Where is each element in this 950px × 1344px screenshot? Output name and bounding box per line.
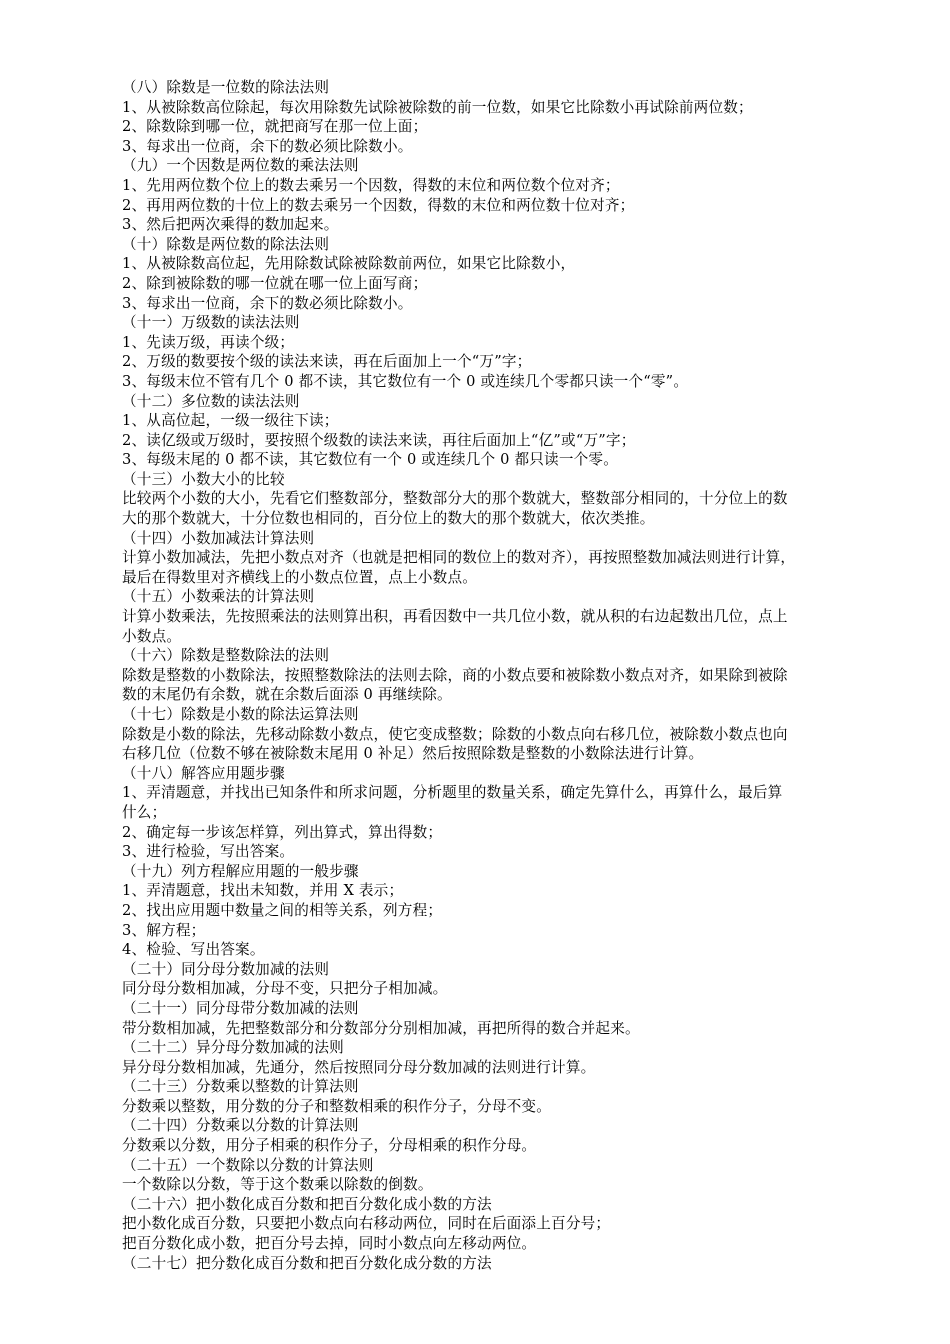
section-heading: （八）除数是一位数的除法法则 (122, 79, 330, 96)
section-heading: （二十七）把分数化成百分数和把百分数化成分数的方法 (122, 1254, 492, 1272)
section-heading: （十二）多位数的读法法则 (122, 392, 300, 410)
text-line: 3、解方程； (122, 921, 206, 939)
text-line: 3、每级末尾的 0 都不读，其它数位有一个 0 或连续几个 0 都只读一个零。 (122, 451, 618, 469)
text-line: 2、再用两位数的十位上的数去乘另一个因数，得数的末位和两位数十位对齐； (122, 196, 635, 214)
text-line: 2、找出应用题中数量之间的相等关系，列方程； (122, 901, 443, 919)
section-heading: （十八）解答应用题步骤 (122, 764, 285, 782)
text-line: 3、每求出一位商，余下的数必须比除数小。 (122, 294, 413, 312)
section-heading: （二十一）同分母带分数加减的法则 (122, 999, 359, 1017)
text-line: 最后在得数里对齐横线上的小数点位置，点上小数点。 (122, 568, 478, 586)
text-line: 1、先读万级，再读个级； (122, 333, 295, 351)
text-line: 2、除到被除数的哪一位就在哪一位上面写商； (122, 274, 428, 292)
text-line: 小数点。 (122, 627, 182, 645)
section-heading: （十七）除数是小数的除法运算法则 (122, 706, 359, 723)
section-heading: （十五）小数乘法的计算法则 (122, 588, 315, 606)
section-heading: （十三）小数大小的比较 (122, 470, 285, 488)
text-line: 1、弄清题意，找出未知数，并用 X 表示； (122, 882, 404, 900)
text-line: 1、先用两位数个位上的数去乘另一个因数，得数的末位和两位数个位对齐； (122, 176, 620, 194)
text-line: 计算小数乘法，先按照乘法的法则算出积，再看因数中一共几位小数，就从积的右边起数出几位，点上 (122, 608, 788, 626)
document-page (122, 78, 880, 1273)
section-heading: （二十六）把小数化成百分数和把百分数化成小数的方法 (122, 1195, 492, 1213)
section-heading: （十）除数是两位数的除法法则 (122, 235, 330, 253)
section-heading: （十一）万级数的读法法则 (122, 314, 300, 332)
text-line: 1、从被除数高位除起，每次用除数先试除被除数的前一位数，如果它比除数小再试除前两位数； (122, 98, 753, 116)
text-line: 分数乘以分数，用分子相乘的积作分子，分母相乘的积作分母。 (122, 1137, 537, 1155)
text-line: 数的末尾仍有余数，就在余数后面添 0 再继续除。 (122, 686, 452, 704)
section-heading: （二十）同分母分数加减的法则 (122, 960, 330, 978)
text-line: 除数是小数的除法，先移动除数小数点，使它变成整数；除数的小数点向右移几位，被除数小数点也向 (122, 725, 788, 743)
text-line: 除数是整数的小数除法，按照整数除法的法则去除，商的小数点要和被除数小数点对齐，如果除到被除 (122, 666, 788, 684)
text-line: 右移几位（位数不够在被除数末尾用 0 补足）然后按照除数是整数的小数除法进行计算。 (122, 745, 704, 763)
section-heading: （二十二）异分母分数加减的法则 (122, 1039, 344, 1057)
text-line: 带分数相加减，先把整数部分和分数部分分别相加减，再把所得的数合并起来。 (122, 1019, 640, 1037)
text-line: 分数乘以整数，用分数的分子和整数相乘的积作分子，分母不变。 (122, 1097, 552, 1115)
text-line: 同分母分数相加减，分母不变，只把分子相加减。 (122, 980, 448, 998)
text-line: 2、除数除到哪一位，就把商写在那一位上面； (122, 118, 428, 136)
text-line: 计算小数加减法，先把小数点对齐（也就是把相同的数位上的数对齐），再按照整数加减法则进行计算， (122, 549, 796, 567)
section-heading: （十九）列方程解应用题的一般步骤 (122, 862, 359, 880)
text-line: 什么； (122, 803, 167, 821)
section-heading: （二十五）一个数除以分数的计算法则 (122, 1156, 374, 1174)
text-line: 把百分数化成小数，把百分号去掉，同时小数点向左移动两位。 (122, 1235, 537, 1253)
text-line: 一个数除以分数，等于这个数乘以除数的倒数。 (122, 1176, 433, 1194)
text-line: 大的那个数就大，十分位数也相同的，百分位上的数大的那个数就大，依次类推。 (122, 510, 655, 528)
section-heading: （十六）除数是整数除法的法则 (122, 647, 330, 665)
section-heading: （九）一个因数是两位数的乘法法则 (122, 157, 359, 175)
text-line: 比较两个小数的大小，先看它们整数部分，整数部分大的那个数就大，整数部分相同的，十分位上的数 (122, 490, 788, 508)
text-line: 把小数化成百分数，只要把小数点向右移动两位，同时在后面添上百分号； (122, 1215, 611, 1233)
text-line: 3、每级末位不管有几个 0 都不读，其它数位有一个 0 或连续几个零都只读一个“零”。 (122, 372, 689, 390)
text-line: 1、从高位起，一级一级往下读； (122, 412, 339, 430)
section-heading: （二十四）分数乘以分数的计算法则 (122, 1117, 359, 1135)
text-line: 1、从被除数高位起，先用除数试除被除数前两位，如果它比除数小， (122, 255, 576, 273)
text-line: 1、弄清题意，并找出已知条件和所求问题，分析题里的数量关系，确定先算什么，再算什么，最后算 (122, 784, 783, 802)
text-line: 2、万级的数要按个级的读法来读，再在后面加上一个“万”字； (122, 353, 532, 371)
text-line: 3、每求出一位商，余下的数必须比除数小。 (122, 137, 413, 155)
section-heading: （二十三）分数乘以整数的计算法则 (122, 1078, 359, 1096)
text-line: 3、然后把两次乘得的数加起来。 (122, 216, 339, 234)
text-line: 2、读亿级或万级时，要按照个级数的读法来读，再往后面加上“亿”或“万”字； (122, 431, 636, 449)
section-heading: （十四）小数加减法计算法则 (122, 529, 315, 547)
text-line: 4、检验、写出答案。 (122, 941, 265, 959)
text-line: 2、确定每一步该怎样算，列出算式，算出得数； (122, 823, 443, 841)
text-line: 异分母分数相加减，先通分，然后按照同分母分数加减的法则进行计算。 (122, 1058, 596, 1076)
text-line: 3、进行检验，写出答案。 (122, 843, 295, 861)
